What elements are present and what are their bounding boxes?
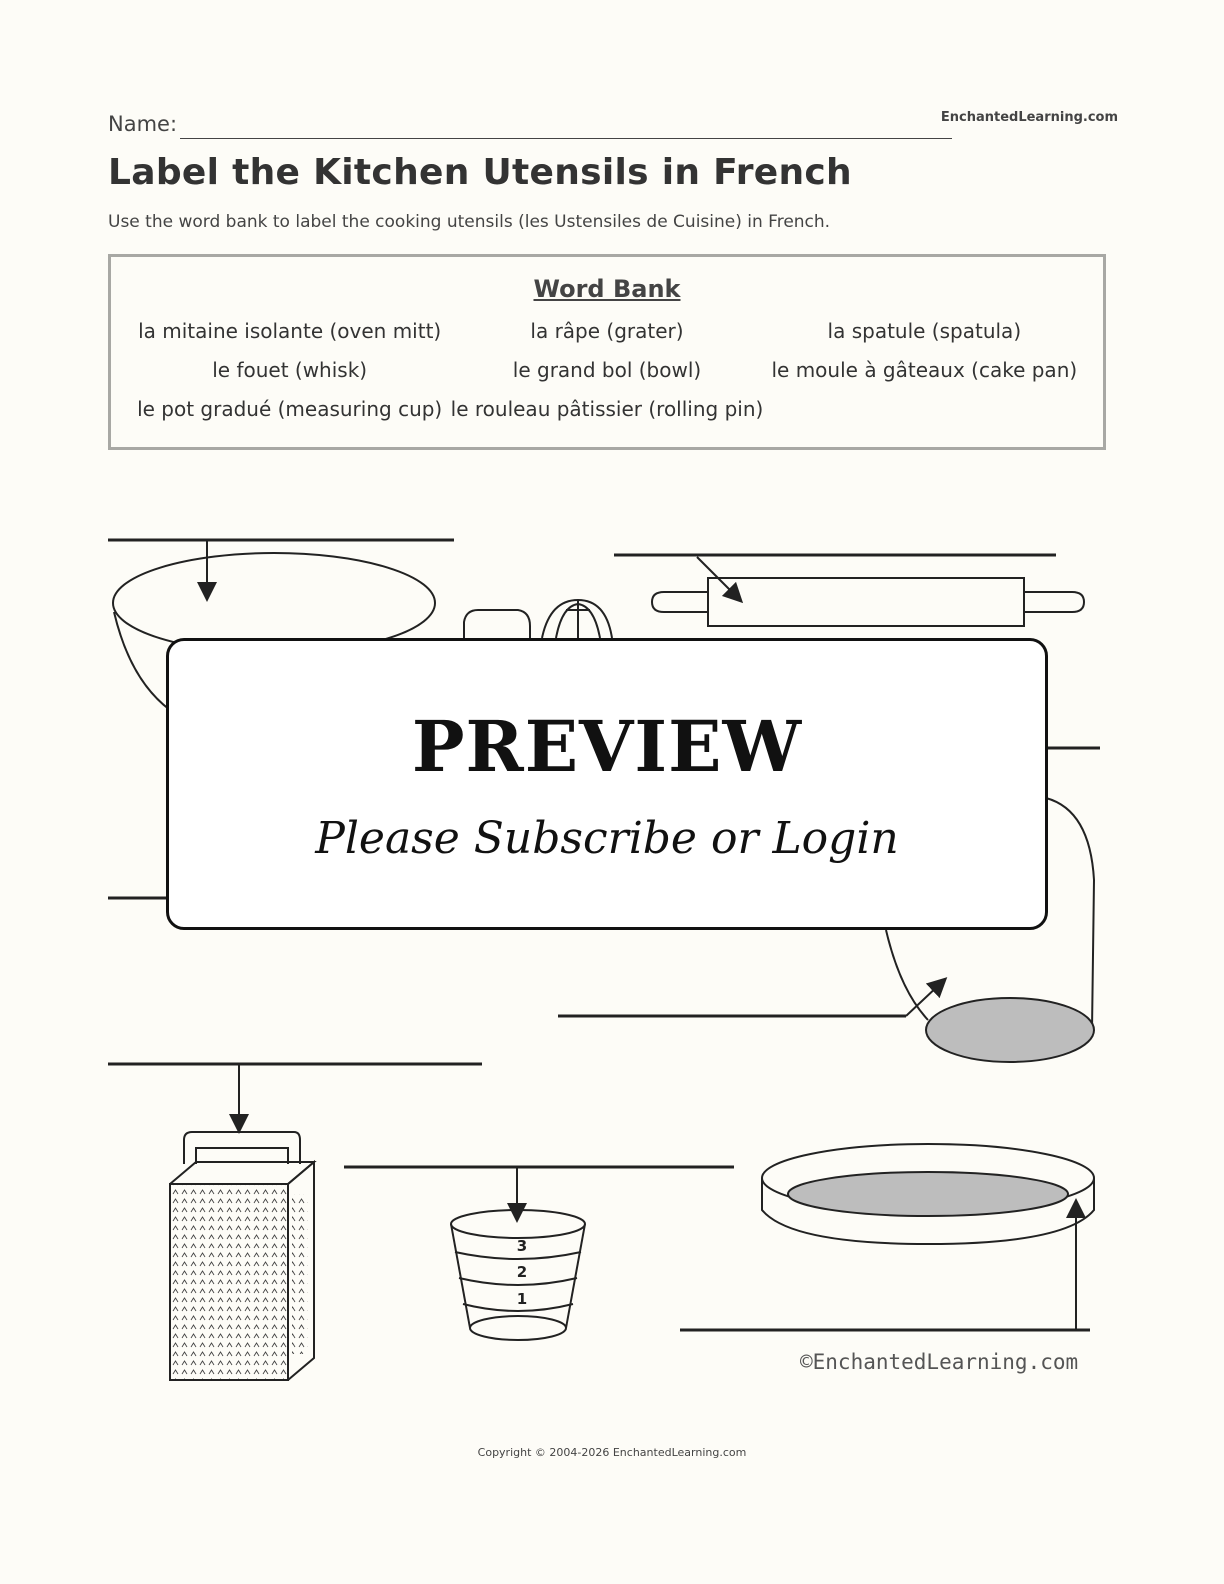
word-bank-grid: [131, 319, 1083, 423]
word-bank: [108, 254, 1106, 450]
word-bank-item: le pot gradué (measuring cup): [137, 397, 443, 421]
word-bank-item: le rouleau pâtissier (rolling pin): [450, 397, 764, 421]
instructions: Use the word bank to label the cooking utensils (les Ustensiles de Cuisine) in French.: [108, 212, 831, 232]
word-bank-item: le grand bol (bowl): [512, 358, 702, 382]
name-label: Name:: [108, 112, 178, 136]
preview-overlay[interactable]: [166, 638, 1048, 930]
cup-mark-1: 1: [516, 1290, 528, 1308]
name-field-line[interactable]: [180, 138, 952, 139]
word-bank-item: la mitaine isolante (oven mitt): [138, 319, 442, 343]
word-bank-item: la spatule (spatula): [827, 319, 1022, 343]
preview-subtitle[interactable]: Please Subscribe or Login: [315, 813, 899, 864]
cup-mark-3: 3: [516, 1237, 528, 1255]
measuring-cup-illustration: [344, 1167, 734, 1340]
page-title: Label the Kitchen Utensils in French: [108, 152, 852, 193]
whisk-spatula-illustration: [464, 600, 612, 638]
site-mark: EnchantedLearning.com: [940, 110, 1118, 125]
diagram-copyright: ©EnchantedLearning.com: [800, 1350, 1079, 1374]
word-bank-title: Word Bank: [533, 275, 681, 303]
word-bank-item: le moule à gâteaux (cake pan): [771, 358, 1078, 382]
name-row: [108, 108, 1118, 148]
preview-title: PREVIEW: [411, 705, 803, 788]
footer-copyright: Copyright © 2004-2026 EnchantedLearning.com: [477, 1446, 747, 1459]
word-bank-item: la râpe (grater): [530, 319, 684, 343]
cup-mark-2: 2: [516, 1263, 528, 1281]
grater-illustration: [108, 1064, 482, 1380]
cake-pan-illustration: [680, 1144, 1094, 1330]
word-bank-item: le fouet (whisk): [212, 358, 368, 382]
rolling-pin-illustration: [614, 555, 1084, 626]
